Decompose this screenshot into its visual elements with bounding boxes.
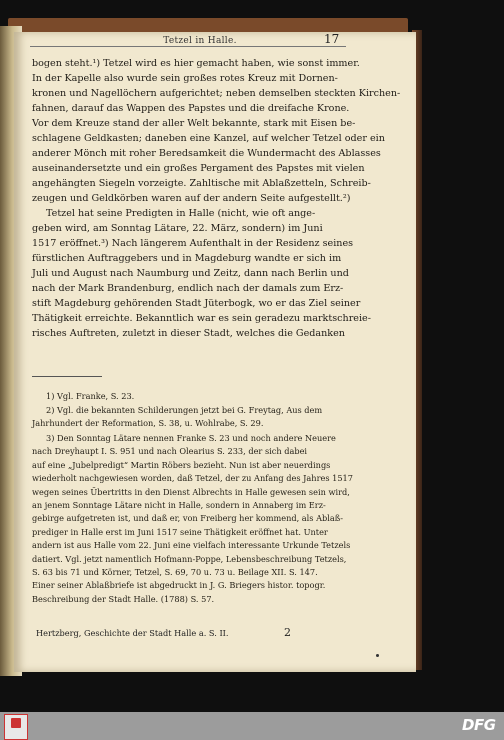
text-line: Juli und August nach Naumburg und Zeitz, dann nach Berlin und: [32, 268, 349, 279]
footnote-line: datiert. Vgl. jetzt namentlich Hofmann-Poppe, Lebensbeschreibung Tetzels,: [32, 553, 347, 564]
running-head: Tetzel in Halle.: [163, 36, 237, 46]
text-line: fahnen, darauf das Wappen des Papstes und die dreifache Krone.: [32, 103, 350, 114]
page-speck: [376, 654, 379, 657]
viewer-footer-bar: [0, 712, 504, 740]
text-line: In der Kapelle also wurde sein großes rotes Kreuz mit Dornen-: [32, 73, 338, 84]
dfg-logo: DFG: [462, 716, 496, 734]
footnote-line: Einer seiner Ablaßbriefe ist abgedruckt in J. G. Briegers histor. topogr.: [32, 580, 326, 591]
header-rule: [30, 46, 346, 47]
text-line: risches Auftreten, zuletzt in dieser Stadt, welches die Gedanken: [32, 328, 345, 339]
footnote-line: gebirge aufgetreten ist, und daß er, von Freiberg her kommend, als Ablaß-: [32, 513, 343, 524]
footnote-line: wiederholt nachgewiesen worden, daß Tetzel, der zu Anfang des Jahres 1517: [32, 473, 353, 484]
text-line: 1517 eröffnet.³) Nach längerem Aufenthalt in der Residenz seines: [32, 238, 354, 249]
text-line: bogen steht.¹) Tetzel wird es hier gemacht haben, wie sonst immer.: [32, 58, 360, 69]
text-line: auseinandersetzte und ein großes Pergament des Papstes mit vielen: [32, 163, 365, 174]
text-line: schlagene Geldkasten; daneben eine Kanzel, auf welcher Tetzel oder ein: [32, 133, 385, 144]
text-line: anderer Mönch mit roher Beredsamkeit die Wundermacht des Ablasses: [32, 148, 381, 159]
text-line: fürstlichen Auftraggebers und in Magdeburg wandte er sich im: [32, 253, 342, 264]
footnote-line: Jahrhundert der Reformation, S. 38, u. Wohlrabe, S. 29.: [32, 418, 264, 429]
footnote-line: an jenem Sonntage Lätare nicht in Halle, sondern in Annaberg im Erz-: [32, 499, 326, 510]
footnote-line: auf eine „Jubelpredigt“ Martin Röbers bezieht. Nun ist aber neuerdings: [32, 459, 331, 470]
footnote-line: prediger in Halle erst im Juni 1517 seine Thätigkeit eröffnet hat. Unter: [32, 526, 328, 537]
footnote-1: [32, 390, 348, 403]
text-line: stift Magdeburg gehörenden Stadt Jüterbogk, wo er das Ziel seiner: [32, 298, 361, 309]
text-line: angehängten Siegeln vorzeigte. Zahltische mit Ablaßzetteln, Schreib-: [32, 178, 371, 189]
text-line: nach der Mark Brandenburg, endlich nach der damals zum Erz-: [32, 283, 344, 294]
footer-signature: Hertzberg, Geschichte der Stadt Halle a. S. II.: [36, 628, 229, 638]
footnote-line: nach Dreyhaupt I. S. 951 und nach Olearius S. 233, der sich dabei: [32, 446, 308, 457]
footnote-line: wegen seines Übertritts in den Dienst Albrechts in Halle gewesen sein wird,: [32, 486, 350, 497]
footnote-2: [32, 404, 348, 431]
library-logo-icon: [4, 714, 28, 740]
text-line: Tetzel hat seine Predigten in Halle (nicht, wie oft ange-: [46, 208, 316, 219]
text-line: geben wird, am Sonntag Lätare, 22. März, sondern) im Juni: [32, 223, 323, 234]
footnote-line: 3) Den Sonntag Lätare nennen Franke S. 23 und noch andere Neuere: [46, 433, 336, 443]
footnote-3: [32, 432, 353, 606]
footnote-line: S. 63 bis 71 und Körner, Tetzel, S. 69, 70 u. 73 u. Beilage XII. S. 147.: [32, 566, 318, 577]
footnote-line: 2) Vgl. die bekannten Schilderungen jetzt bei G. Freytag, Aus dem: [46, 405, 323, 415]
footnote-line: 1) Vgl. Franke, S. 23.: [46, 391, 135, 401]
page-number: 17: [324, 32, 340, 46]
footnote-line: andern ist aus Halle vom 22. Juni eine vielfach interessante Urkunde Tetzels: [32, 540, 351, 551]
text-line: Vor dem Kreuze stand der aller Welt bekannte, stark mit Eisen be-: [32, 118, 356, 129]
text-line: zeugen und Geldkörben waren auf der andern Seite aufgestellt.²): [32, 193, 351, 204]
text-line: Thätigkeit erreichte. Bekanntlich war es sein geradezu marktschreie-: [32, 313, 371, 324]
main-text: [32, 56, 401, 341]
footnote-rule: [32, 376, 102, 377]
footnote-line: Beschreibung der Stadt Halle. (1788) S. 57.: [32, 593, 215, 604]
sheet-number: 2: [284, 626, 291, 639]
text-line: kronen und Nagellöchern aufgerichtet; neben demselben steckten Kirchen-: [32, 88, 401, 99]
